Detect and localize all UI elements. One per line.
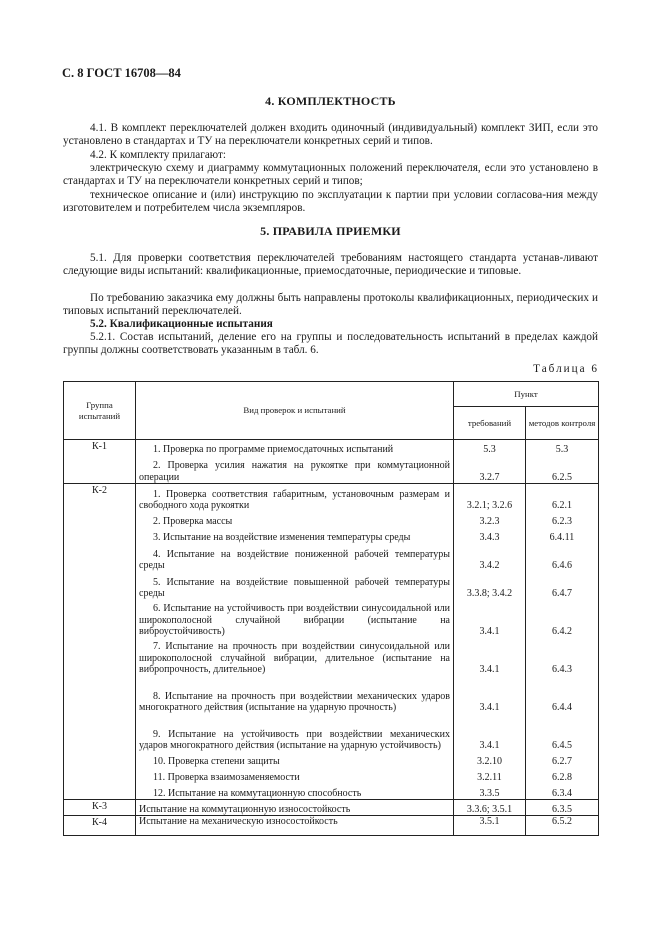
header-requirements: требований <box>454 407 526 440</box>
test-text: 2. Проверка массы <box>153 516 233 527</box>
test-text: 5. Испытание на воздействие повышенной рабочей температуры среды <box>139 576 450 599</box>
req-cell: 3.3.8; 3.4.2 <box>454 572 526 600</box>
table-row <box>64 440 599 456</box>
group-cell <box>64 752 136 768</box>
group-cell <box>64 600 136 638</box>
test-cell <box>136 512 454 528</box>
paragraph-5-2-1: 5.2.1. Состав испытаний, деление его на группы и последовательность испытаний в пределах каждой группы должны соответствовать указанным в табл. 6. <box>63 331 598 357</box>
method-cell: 6.2.1 <box>526 484 599 512</box>
method-cell: 6.2.7 <box>526 752 599 768</box>
table-row <box>64 544 599 572</box>
test-text: 3. Испытание на воздействие изменения температуры среды <box>153 532 411 543</box>
table-row <box>64 768 599 784</box>
req-cell: 3.5.1 <box>454 816 526 836</box>
test-text: 1. Проверка по программе приемосдаточных испытаний <box>153 444 394 455</box>
method-cell: 5.3 <box>526 440 599 456</box>
table-row <box>64 638 599 676</box>
test-text: 9. Испытание на устойчивость при воздействии механических ударов многократного действия (испытание на ударную устойчивость) <box>139 728 450 751</box>
group-cell <box>64 456 136 484</box>
req-cell: 3.3.5 <box>454 784 526 800</box>
req-cell: 3.4.1 <box>454 638 526 676</box>
group-cell: К-4 <box>64 816 136 836</box>
section-5-title: 5. ПРАВИЛА ПРИЕМКИ <box>260 224 401 238</box>
table-6 <box>63 381 599 836</box>
test-cell <box>136 484 454 512</box>
group-cell <box>64 528 136 544</box>
test-text: 4. Испытание на воздействие пониженной рабочей температуры среды <box>139 548 450 571</box>
table-row <box>64 572 599 600</box>
table-row <box>64 784 599 800</box>
req-cell: 3.4.1 <box>454 600 526 638</box>
group-cell: К-3 <box>64 800 136 816</box>
table-row <box>64 456 599 484</box>
method-cell: 6.4.3 <box>526 638 599 676</box>
header-methods: методов контроля <box>526 407 599 440</box>
req-cell: 3.2.10 <box>454 752 526 768</box>
test-cell <box>136 800 454 816</box>
group-cell <box>64 768 136 784</box>
group-cell: К-1 <box>64 440 136 456</box>
test-cell <box>136 600 454 638</box>
test-cell <box>136 544 454 572</box>
group-cell <box>64 572 136 600</box>
method-cell: 6.5.2 <box>526 816 599 836</box>
req-cell: 3.2.3 <box>454 512 526 528</box>
group-cell <box>64 784 136 800</box>
method-cell: 6.4.6 <box>526 544 599 572</box>
table-body <box>64 440 599 836</box>
req-cell: 3.2.7 <box>454 456 526 484</box>
page-header: С. 8 ГОСТ 16708—84 <box>62 66 181 80</box>
test-text: 8. Испытание на прочность при воздействии механических ударов многократного действия (испытание на ударную прочность) <box>139 690 450 713</box>
req-cell: 3.4.1 <box>454 676 526 714</box>
method-cell: 6.3.5 <box>526 800 599 816</box>
table-caption: Таблица 6 <box>533 363 599 375</box>
test-text: Испытание на механическую износостойкость <box>139 816 338 827</box>
method-cell: 6.2.8 <box>526 768 599 784</box>
test-text: Испытание на коммутационную износостойкость <box>139 803 351 815</box>
method-cell: 6.3.4 <box>526 784 599 800</box>
paragraph-5-1: 5.1. Для проверки соответствия переключателей требованиям настоящего стандарта устанав-ливают следующие виды испытаний: квалификационные, приемосдаточные, периодические и типовые. <box>63 252 598 278</box>
method-cell: 6.4.7 <box>526 572 599 600</box>
group-cell: К-2 <box>64 484 136 512</box>
test-text: 12. Испытание на коммутационную способность <box>153 787 362 799</box>
group-cell <box>64 512 136 528</box>
req-cell: 3.2.1; 3.2.6 <box>454 484 526 512</box>
table-row <box>64 528 599 544</box>
table-row <box>64 600 599 638</box>
test-cell <box>136 752 454 768</box>
table-row <box>64 752 599 768</box>
paragraph-4-2-b: техническое описание и (или) инструкцию по эксплуатации к партии при условии согласова-ния между изготовителем и потребителем числа экземпляров. <box>63 189 598 215</box>
header-kind: Вид проверок и испытаний <box>136 382 454 440</box>
test-cell <box>136 572 454 600</box>
paragraph-4-1: 4.1. В комплект переключателей должен входить одиночный (индивидуальный) комплект ЗИП, если это установлено в стандартах и ТУ на переключатели конкретных серий и типов. <box>63 122 598 148</box>
test-cell <box>136 638 454 676</box>
header-point: Пункт <box>454 382 599 407</box>
paragraph-5-1-b: По требованию заказчика ему должны быть направлены протоколы квалификационных, периодических и типовых испытаний переключателей. <box>63 292 598 318</box>
method-cell: 6.4.2 <box>526 600 599 638</box>
test-cell <box>136 440 454 456</box>
req-cell: 3.3.6; 3.5.1 <box>454 800 526 816</box>
test-cell <box>136 816 454 836</box>
test-text: 2. Проверка усилия нажатия на рукоятке при коммутационной операции <box>139 460 450 483</box>
table-row <box>64 816 599 836</box>
test-text: 6. Испытание на устойчивость при воздействии синусоидальной или широкополосной случайной вибрации (испытание на виброустойчивость) <box>139 603 450 637</box>
test-cell <box>136 714 454 752</box>
test-cell <box>136 768 454 784</box>
req-cell: 3.4.3 <box>454 528 526 544</box>
test-text: 7. Испытание на прочность при воздействии синусоидальной или широкополосной случайной вибрации, длительное (испытание на вибропрочность, длительное) <box>139 641 450 675</box>
method-cell: 6.4.4 <box>526 676 599 714</box>
req-cell: 3.4.1 <box>454 714 526 752</box>
table-row <box>64 512 599 528</box>
group-cell <box>64 544 136 572</box>
method-cell: 6.4.5 <box>526 714 599 752</box>
table-row <box>64 800 599 816</box>
method-cell: 6.4.11 <box>526 528 599 544</box>
table-row <box>64 484 599 512</box>
test-text: 10. Проверка степени защиты <box>153 756 280 767</box>
test-cell <box>136 676 454 714</box>
paragraph-4-2: 4.2. К комплекту прилагают: <box>90 149 226 161</box>
paragraph-5-2: 5.2. Квалификационные испытания <box>90 318 273 330</box>
test-cell <box>136 784 454 800</box>
method-cell: 6.2.3 <box>526 512 599 528</box>
group-cell <box>64 714 136 752</box>
test-cell <box>136 456 454 484</box>
table-row <box>64 676 599 714</box>
req-cell: 5.3 <box>454 440 526 456</box>
req-cell: 3.2.11 <box>454 768 526 784</box>
header-group: Группа испытаний <box>64 382 136 440</box>
section-4-title: 4. КОМПЛЕКТНОСТЬ <box>265 94 396 108</box>
table-row <box>64 714 599 752</box>
test-text: 1. Проверка соответствия габаритным, установочным размерам и свободного хода рукоятки <box>139 488 450 511</box>
req-cell: 3.4.2 <box>454 544 526 572</box>
test-cell <box>136 528 454 544</box>
method-cell: 6.2.5 <box>526 456 599 484</box>
paragraph-4-2-a: электрическую схему и диаграмму коммутационных положений переключателя, если это установлено в стандартах и ТУ на переключатели конкретных серий и типов; <box>63 162 598 188</box>
test-text: 11. Проверка взаимозаменяемости <box>153 772 300 783</box>
group-cell <box>64 638 136 676</box>
group-cell <box>64 676 136 714</box>
